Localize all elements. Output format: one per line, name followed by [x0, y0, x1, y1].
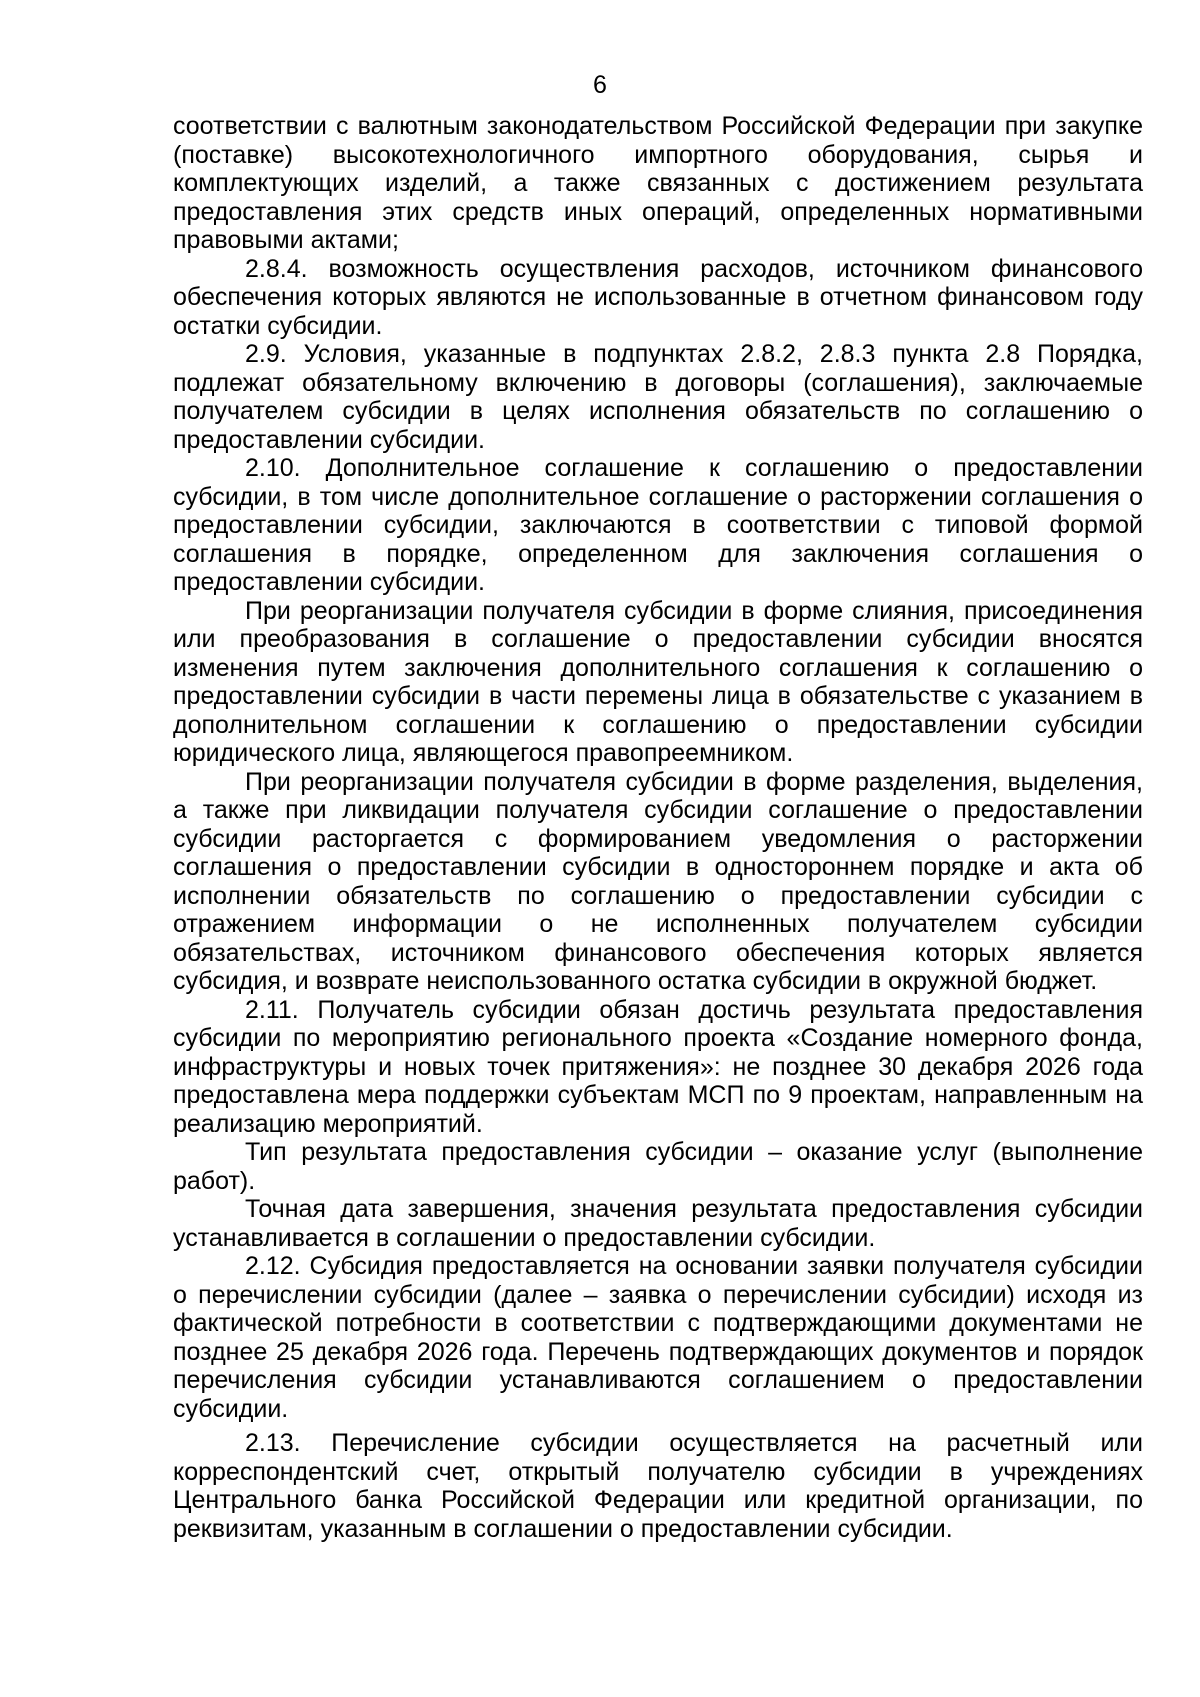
document-body	[173, 112, 1143, 1543]
paragraph-2-9: 2.9. Условия, указанные в подпунктах 2.8.2, 2.8.3 пункта 2.8 Порядка, подлежат обязательному включению в договоры (соглашения), заключаемые получателем субсидии в целях исполнения обязательств по соглашению о предоставлении субсидии.	[173, 340, 1143, 454]
paragraph-continuation: соответствии с валютным законодательством Российской Федерации при закупке (поставке) высокотехнологичного импортного оборудования, сырья и комплектующих изделий, а также связанных с достижением результата предоставления этих средств иных операций, определенных нормативными правовыми актами;	[173, 112, 1143, 254]
paragraph-2-11: 2.11. Получатель субсидии обязан достичь результата предоставления субсидии по мероприятию регионального проекта «Создание номерного фонда, инфраструктуры и новых точек притяжения»: не позднее 30 декабря 2026 года предоставлена мера поддержки субъектам МСП по 9 проектам, направленным на реализацию мероприятий.	[173, 995, 1143, 1138]
paragraph-2-8-4: 2.8.4. возможность осуществления расходов, источником финансового обеспечения которых являются не использованные в отчетном финансовом году остатки субсидии.	[173, 254, 1143, 340]
paragraph-reorganization-division: При реорганизации получателя субсидии в форме разделения, выделения, а также при ликвидации получателя субсидии соглашение о предоставлении субсидии расторгается с формированием уведомления о расторжении соглашения о предоставлении субсидии в одностороннем порядке и акта об исполнении обязательств по соглашению о предоставлении субсидии с отражением информации о не исполненных получателем субсидии обязательствах, источником финансового обеспечения которых является субсидия, и возврате неиспользованного остатка субсидии в окружной бюджет.	[173, 767, 1143, 995]
page-number: 6	[593, 71, 607, 99]
paragraph-2-12: 2.12. Субсидия предоставляется на основании заявки получателя субсидии о перечислении субсидии (далее – заявка о перечислении субсидии) исходя из фактической потребности в соответствии с подтверждающими документами не позднее 25 декабря 2026 года. Перечень подтверждающих документов и порядок перечисления субсидии устанавливаются соглашением о предоставлении субсидии.	[173, 1252, 1143, 1423]
paragraph-reorganization-merger: При реорганизации получателя субсидии в форме слияния, присоединения или преобразования в соглашение о предоставлении субсидии вносятся изменения путем заключения дополнительного соглашения к соглашению о предоставлении субсидии в части перемены лица в обязательстве с указанием в дополнительном соглашении к соглашению о предоставлении субсидии юридического лица, являющегося правопреемником.	[173, 596, 1143, 767]
paragraph-2-13: 2.13. Перечисление субсидии осуществляется на расчетный или корреспондентский счет, открытый получателю субсидии в учреждениях Центрального банка Российской Федерации или кредитной организации, по реквизитам, указанным в соглашении о предоставлении субсидии.	[173, 1429, 1143, 1543]
paragraph-result-type: Тип результата предоставления субсидии – оказание услуг (выполнение работ).	[173, 1138, 1143, 1195]
paragraph-2-10: 2.10. Дополнительное соглашение к соглашению о предоставлении субсидии, в том числе дополнительное соглашение о расторжении соглашения о предоставлении субсидии, заключаются в соответствии с типовой формой соглашения в порядке, определенном для заключения соглашения о предоставлении субсидии.	[173, 454, 1143, 596]
paragraph-completion-date: Точная дата завершения, значения результата предоставления субсидии устанавливается в соглашении о предоставлении субсидии.	[173, 1195, 1143, 1252]
